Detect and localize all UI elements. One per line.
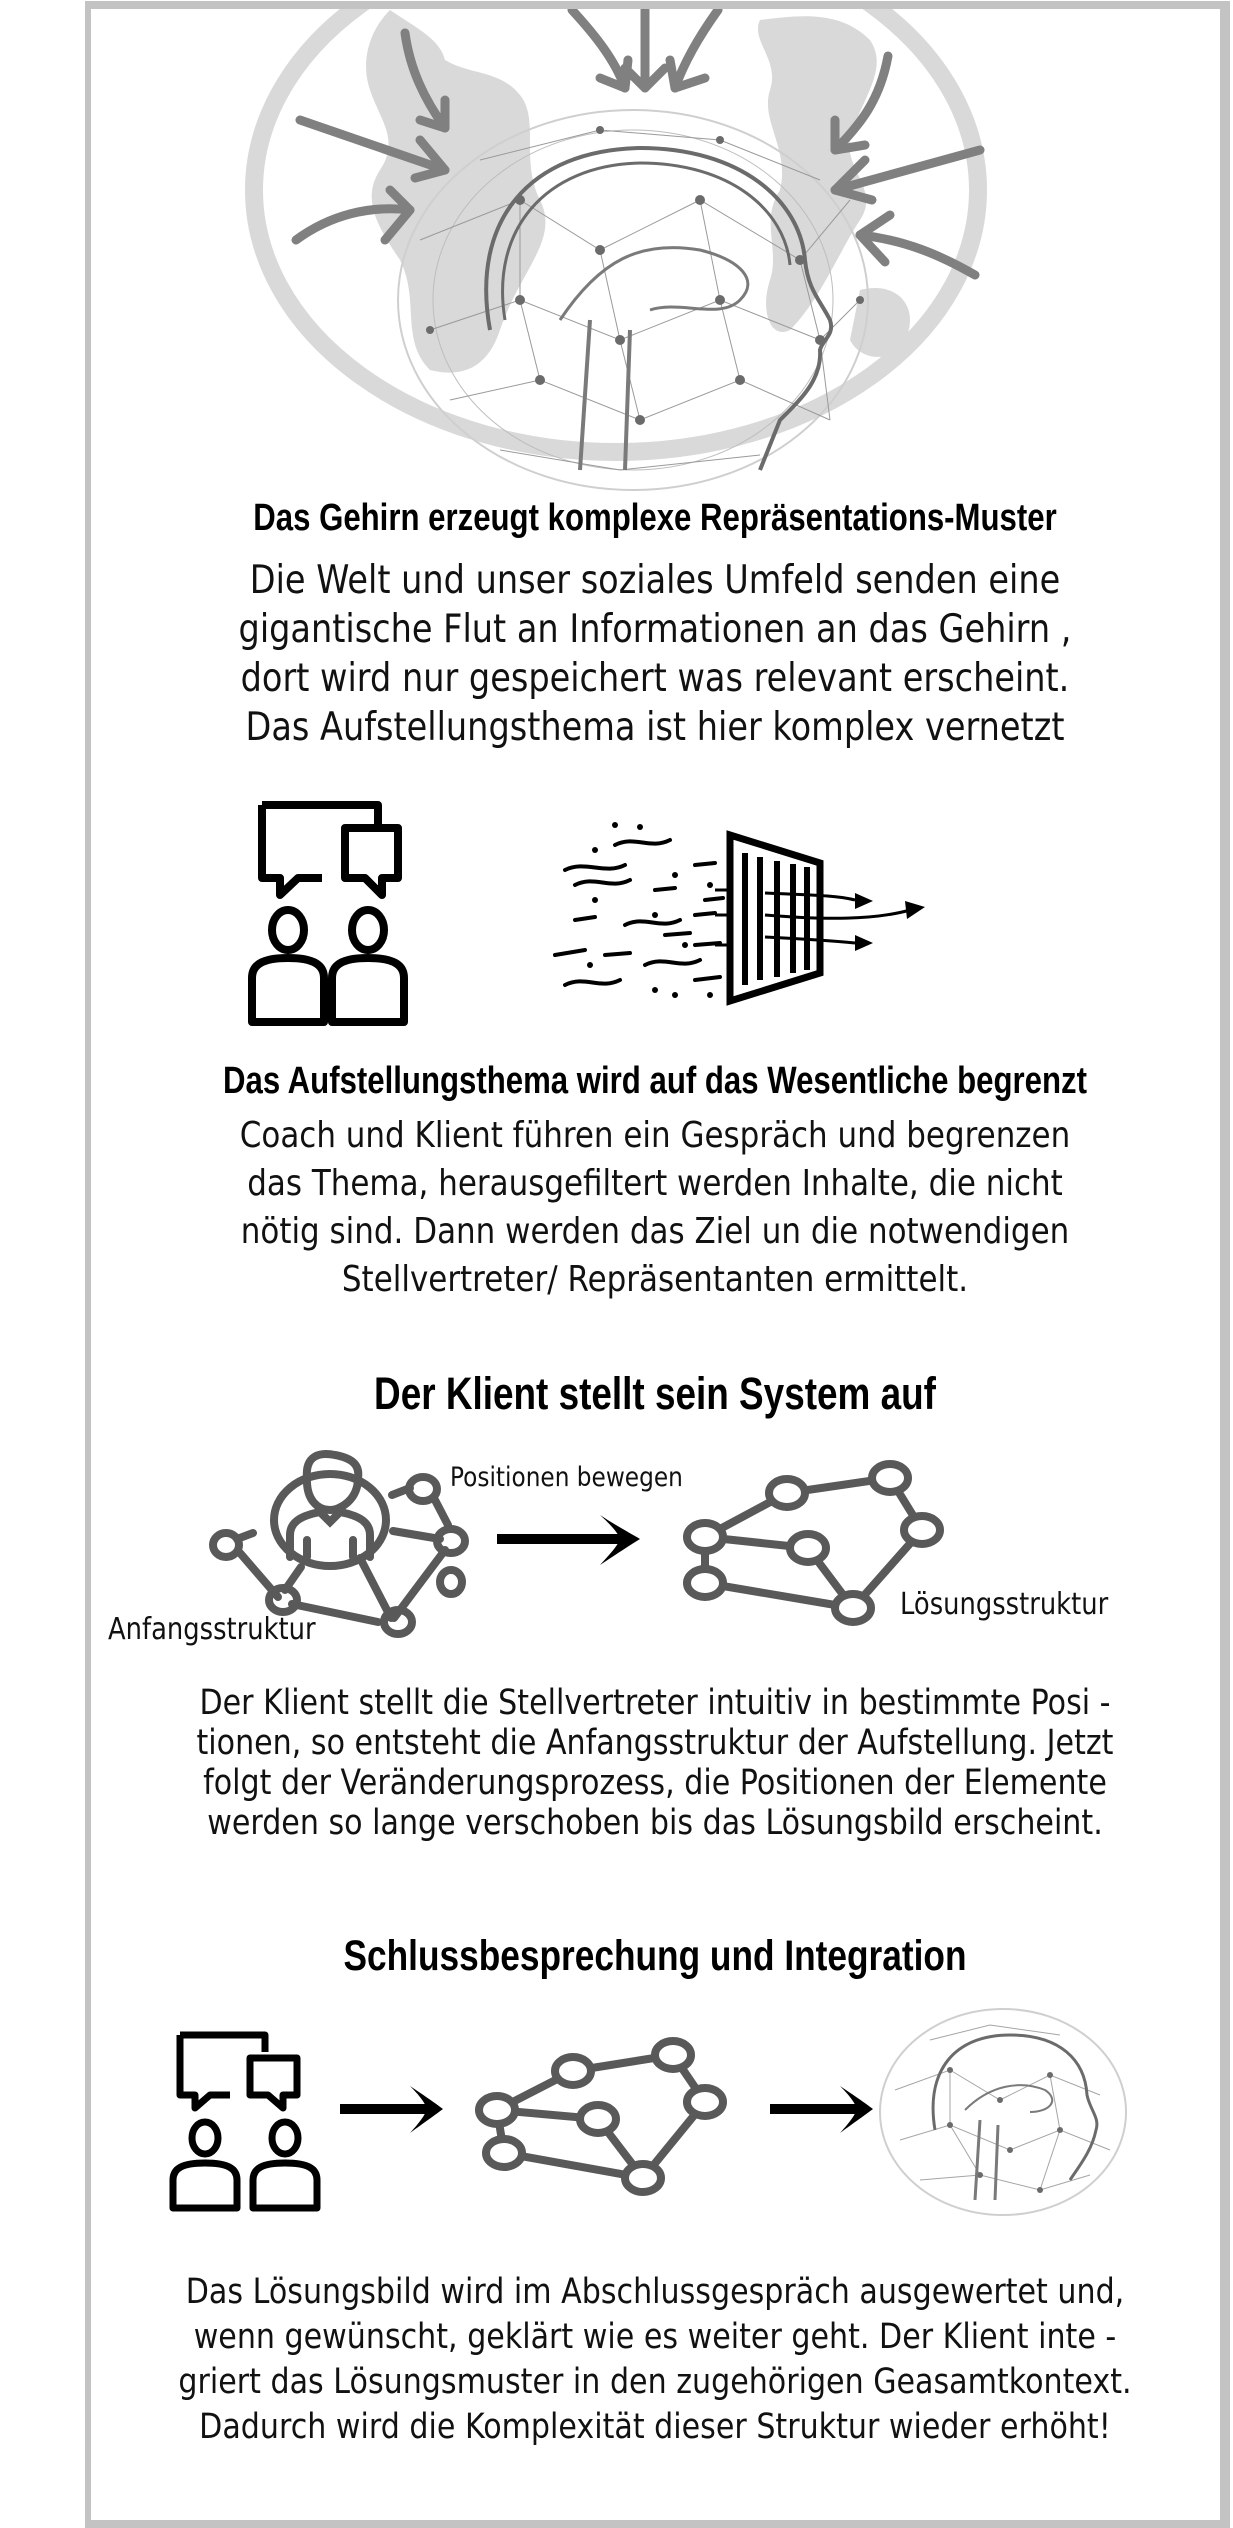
text-line: Das Lösungsbild wird im Abschlussgespräch ausgewertet und, [185, 2272, 1125, 2312]
text-line: Das Aufstellungsthema ist hier komplex vernetzt [245, 705, 1065, 750]
text-line: gigantische Flut an Informationen an das Gehirn , [238, 607, 1072, 652]
section-1-text [169, 556, 1141, 752]
text-line: griert das Lösungsmuster in den zugehörigen Geasamtkontext. [178, 2362, 1132, 2402]
section-3-text [169, 1683, 1141, 1843]
label-moving-positions: Positionen bewegen [450, 1462, 683, 1493]
section-2-text [169, 1112, 1141, 1304]
section-2-heading: Das Aufstellungsthema wird auf das Wesentliche begrenzt [222, 1060, 1087, 1102]
brain-globe-illustration [0, 0, 1233, 500]
conversation-icon [250, 800, 430, 1020]
text-line: dort wird nur gespeichert was relevant erscheint. [240, 656, 1070, 701]
right-arrow-icon [770, 2086, 873, 2133]
filter-funnel-icon [555, 815, 1035, 1015]
section-4-text [169, 2270, 1141, 2450]
brain-network-sphere-small-icon [880, 2009, 1126, 2215]
text-line: Der Klient stellt die Stellvertreter intuitiv in bestimmte Posi - [199, 1683, 1111, 1723]
right-arrow-icon [340, 2086, 443, 2133]
text-line: das Thema, herausgefiltert werden Inhalte, die nicht [247, 1163, 1063, 1204]
continent-shape-icon [758, 16, 877, 332]
text-line: folgt der Veränderungsprozess, die Positionen der Elemente [203, 1763, 1107, 1803]
text-line: Die Welt und unser soziales Umfeld senden eine [249, 558, 1061, 603]
text-line: Dadurch wird die Komplexität dieser Struktur wieder erhöht! [199, 2407, 1111, 2447]
text-line: nötig sind. Dann werden das Ziel un die notwendigen [240, 1211, 1070, 1252]
final-network-icon [0, 1990, 1233, 2290]
text-line: tionen, so entsteht die Anfangsstruktur der Aufstellung. Jetzt [196, 1723, 1114, 1763]
label-initial-structure: Anfangsstruktur [108, 1612, 316, 1647]
text-line: wenn gewünscht, geklärt wie es weiter geht. Der Klient inte - [193, 2317, 1117, 2357]
section-4-heading: Schlussbesprechung und Integration [343, 1932, 967, 1980]
section-1-heading: Das Gehirn erzeugt komplexe Repräsentations-Muster [253, 497, 1057, 539]
text-line: Stellvertreter/ Repräsentanten ermittelt. [341, 1259, 969, 1300]
section-3-heading: Der Klient stellt sein System auf [374, 1368, 936, 1419]
text-line: Coach und Klient führen ein Gespräch und begrenzen [239, 1115, 1071, 1156]
label-solution-structure: Lösungsstruktur [900, 1587, 1109, 1622]
right-arrow-icon [497, 1515, 640, 1565]
text-line: werden so lange verschoben bis das Lösungsbild erscheint. [207, 1803, 1103, 1843]
